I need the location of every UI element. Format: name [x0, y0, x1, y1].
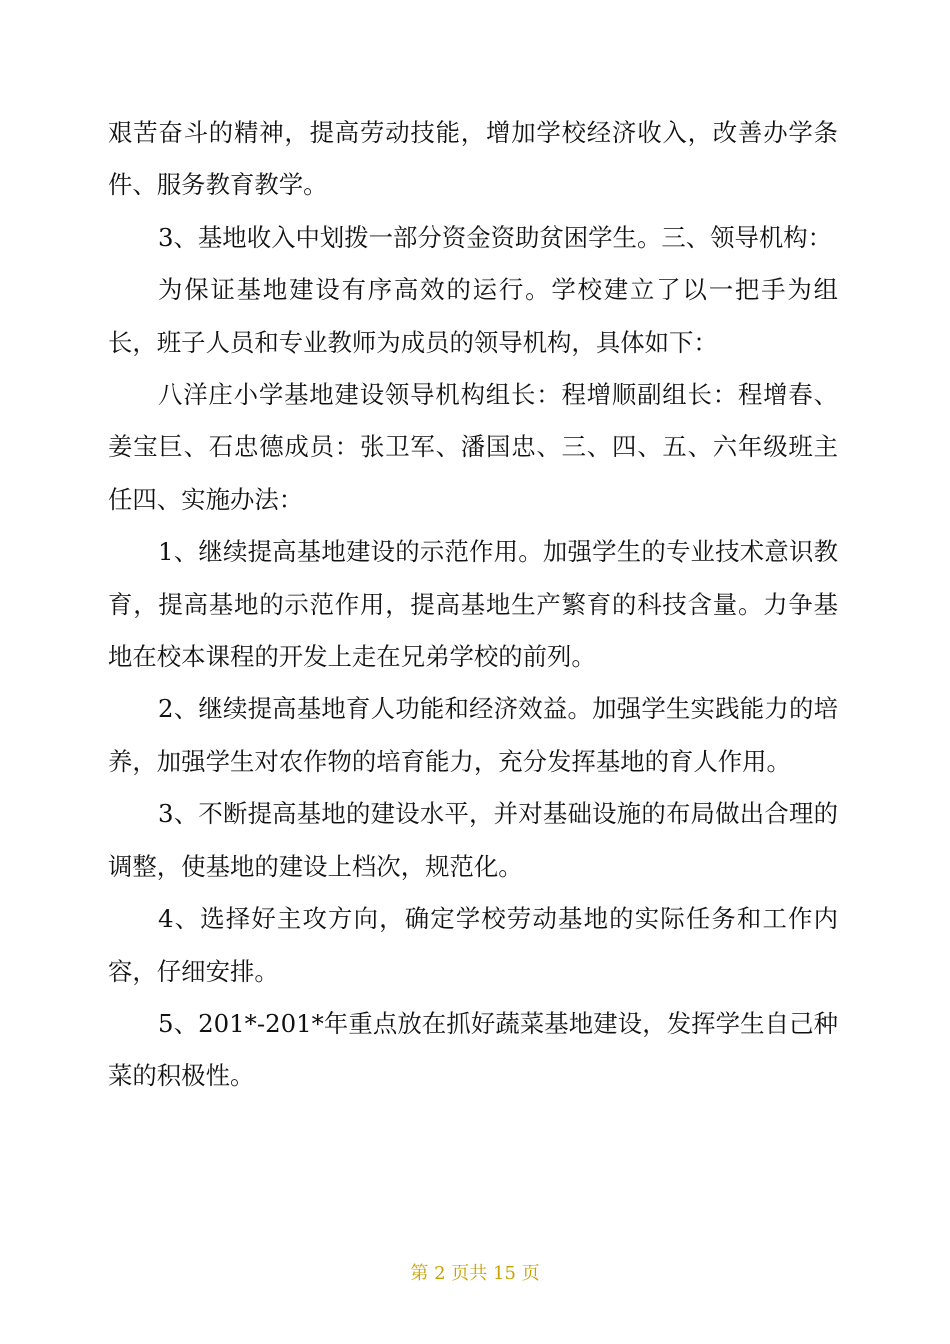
- paragraph: 5、201*-201*年重点放在抓好蔬菜基地建设，发挥学生自己种菜的积极性。: [108, 1008, 838, 1091]
- paragraph: 2、继续提高基地育人功能和经济效益。加强学生实践能力的培养，加强学生对农作物的培育能力，充分发挥基地的育人作用。: [108, 694, 838, 776]
- paragraph: 艰苦奋斗的精神，提高劳动技能，增加学校经济收入，改善办学条件、服务教育教学。: [108, 118, 838, 200]
- paragraph: 4、选择好主攻方向，确定学校劳动基地的实际任务和工作内容，仔细安排。: [108, 904, 838, 986]
- paragraph: 1、继续提高基地建设的示范作用。加强学生的专业技术意识教育，提高基地的示范作用，提高基地生产繁育的科技含量。力争基地在校本课程的开发上走在兄弟学校的前列。: [108, 537, 838, 672]
- paragraph: 3、基地收入中划拨一部分资金资助贫困学生。三、领导机构：: [158, 222, 833, 252]
- paragraph: 为保证基地建设有序高效的运行。学校建立了以一把手为组长，班子人员和专业教师为成员的领导机构，具体如下：: [108, 275, 838, 357]
- paragraph: 八洋庄小学基地建设领导机构组长：程增顺副组长：程增春、姜宝巨、石忠德成员：张卫军、潘国忠、三、四、五、六年级班主任四、实施办法：: [108, 380, 838, 514]
- page-number-footer: 第 2 页共 15 页: [410, 1263, 540, 1284]
- document-body: [108, 107, 838, 1103]
- paragraph: 3、不断提高基地的建设水平，并对基础设施的布局做出合理的调整，使基地的建设上档次，规范化。: [108, 799, 838, 881]
